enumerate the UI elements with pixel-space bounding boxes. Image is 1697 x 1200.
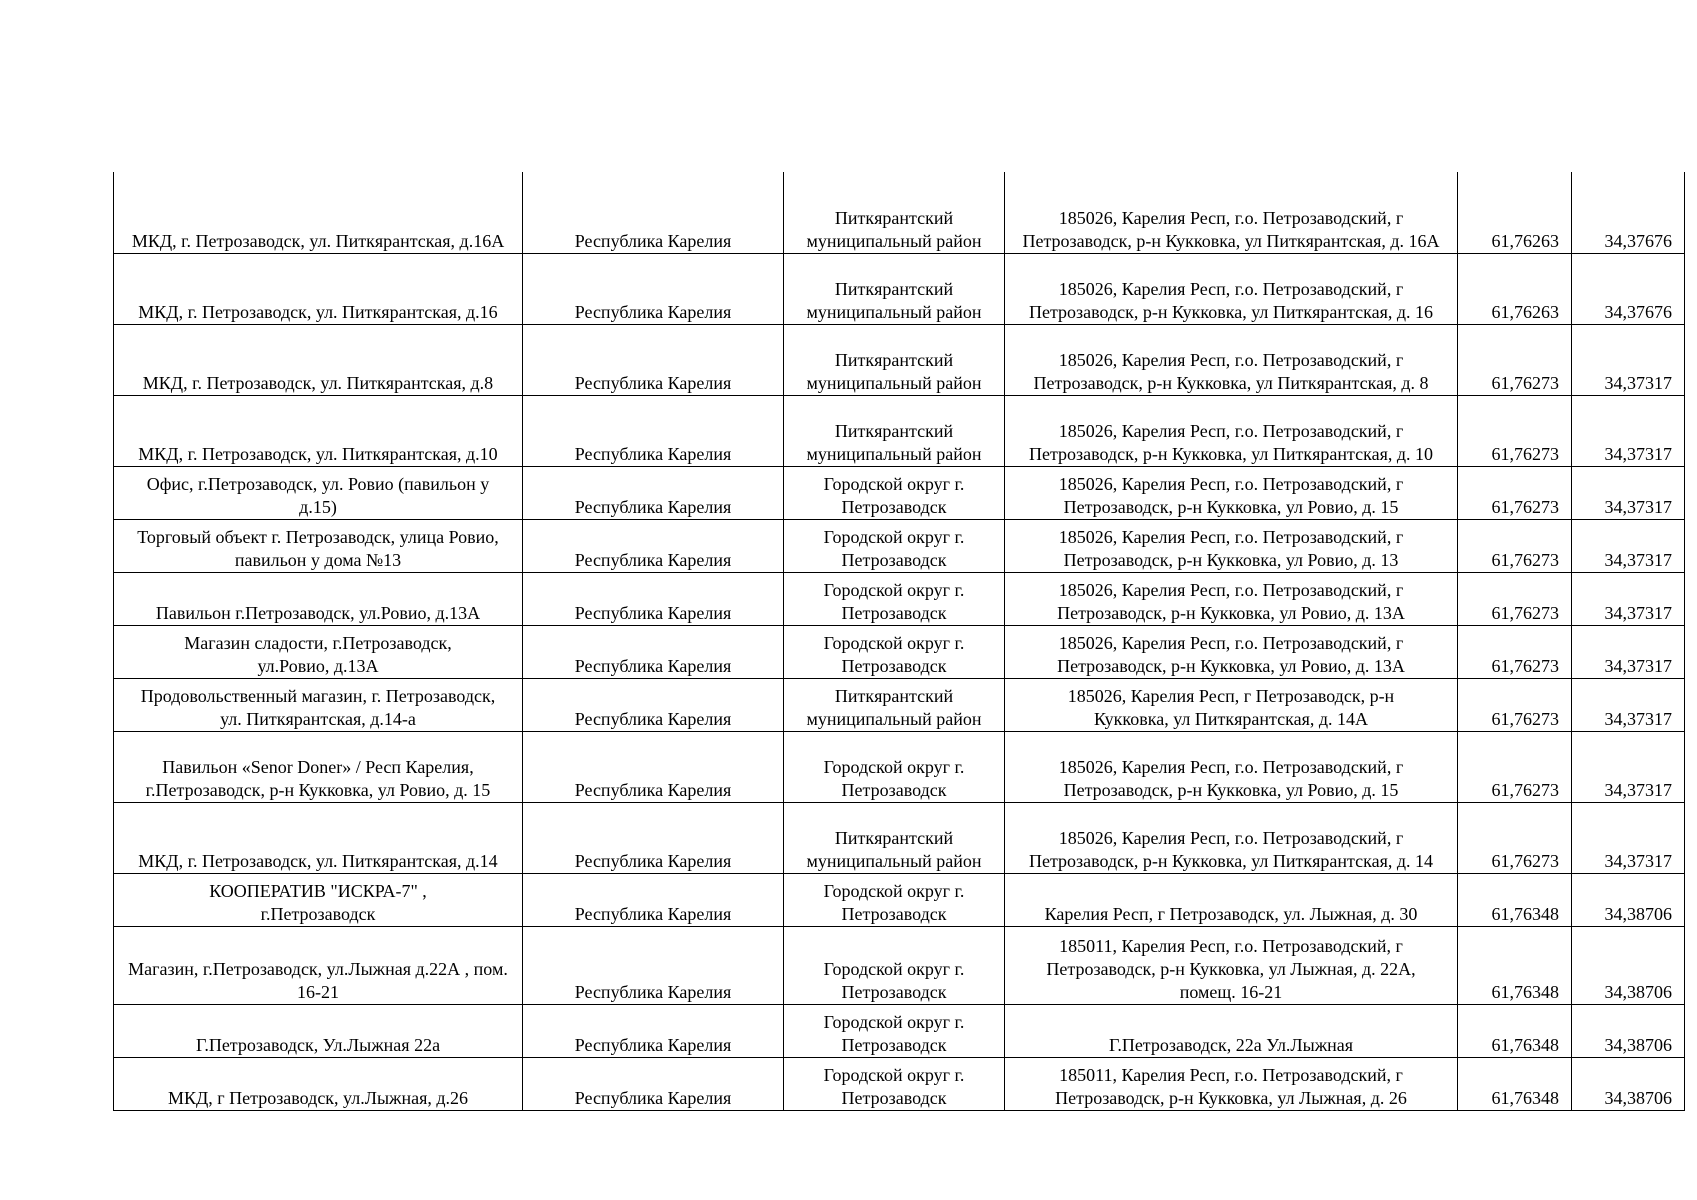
- latitude-cell: 61,76273: [1458, 324, 1572, 395]
- object-name-cell: МКД, г. Петрозаводск, ул. Питкярантская, д.10: [114, 395, 523, 466]
- object-name-cell: Магазин, г.Петрозаводск, ул.Лыжная д.22А , пом. 16-21: [114, 926, 523, 1004]
- region-cell: Республика Карелия: [523, 926, 784, 1004]
- municipality-cell: Питкярантский муниципальный район: [784, 172, 1005, 253]
- address-cell: 185026, Карелия Респ, г.о. Петрозаводский, г Петрозаводск, р-н Кукковка, ул Питкярантская, д. 16: [1005, 253, 1458, 324]
- longitude-cell: 34,37317: [1572, 395, 1685, 466]
- longitude-cell: 34,37317: [1572, 572, 1685, 625]
- address-cell: 185026, Карелия Респ, г.о. Петрозаводский, г Петрозаводск, р-н Кукковка, ул Питкярантская, д. 16А: [1005, 172, 1458, 253]
- address-cell: 185026, Карелия Респ, г.о. Петрозаводский, г Петрозаводск, р-н Кукковка, ул Ровио, д. 13А: [1005, 625, 1458, 678]
- table-row: [114, 1057, 1685, 1110]
- municipality-cell: Городской округ г. Петрозаводск: [784, 1004, 1005, 1057]
- object-name-cell: КООПЕРАТИВ "ИСКРА-7" , г.Петрозаводск: [114, 873, 523, 926]
- table-row: [114, 873, 1685, 926]
- region-cell: Республика Карелия: [523, 172, 784, 253]
- region-cell: Республика Карелия: [523, 731, 784, 802]
- table-row: [114, 731, 1685, 802]
- address-cell: 185026, Карелия Респ, г.о. Петрозаводский, г Петрозаводск, р-н Кукковка, ул Питкярантская, д. 10: [1005, 395, 1458, 466]
- table-row: [114, 519, 1685, 572]
- object-name-cell: Павильон «Senor Doner» / Респ Карелия, г.Петрозаводск, р-н Кукковка, ул Ровио, д. 15: [114, 731, 523, 802]
- municipality-cell: Городской округ г. Петрозаводск: [784, 1057, 1005, 1110]
- object-name-cell: Продовольственный магазин, г. Петрозаводск, ул. Питкярантская, д.14-а: [114, 678, 523, 731]
- municipality-cell: Питкярантский муниципальный район: [784, 324, 1005, 395]
- object-name-cell: Офис, г.Петрозаводск, ул. Ровио (павильон у д.15): [114, 466, 523, 519]
- address-cell: 185026, Карелия Респ, г.о. Петрозаводский, г Петрозаводск, р-н Кукковка, ул Питкярантская, д. 8: [1005, 324, 1458, 395]
- objects-table: [113, 172, 1685, 1111]
- latitude-cell: 61,76348: [1458, 926, 1572, 1004]
- table-row: [114, 395, 1685, 466]
- latitude-cell: 61,76273: [1458, 572, 1572, 625]
- municipality-cell: Питкярантский муниципальный район: [784, 253, 1005, 324]
- latitude-cell: 61,76273: [1458, 519, 1572, 572]
- region-cell: Республика Карелия: [523, 253, 784, 324]
- table-row: [114, 625, 1685, 678]
- longitude-cell: 34,37317: [1572, 519, 1685, 572]
- municipality-cell: Городской округ г. Петрозаводск: [784, 466, 1005, 519]
- municipality-cell: Городской округ г. Петрозаводск: [784, 625, 1005, 678]
- object-name-cell: МКД, г. Петрозаводск, ул. Питкярантская, д.16: [114, 253, 523, 324]
- table-row: [114, 678, 1685, 731]
- region-cell: Республика Карелия: [523, 802, 784, 873]
- longitude-cell: 34,37317: [1572, 625, 1685, 678]
- object-name-cell: МКД, г. Петрозаводск, ул. Питкярантская, д.16А: [114, 172, 523, 253]
- address-cell: 185026, Карелия Респ, г.о. Петрозаводский, г Петрозаводск, р-н Кукковка, ул Ровио, д. 13: [1005, 519, 1458, 572]
- municipality-cell: Питкярантский муниципальный район: [784, 678, 1005, 731]
- longitude-cell: 34,37317: [1572, 324, 1685, 395]
- latitude-cell: 61,76348: [1458, 1004, 1572, 1057]
- objects-table-body: [114, 172, 1685, 1110]
- object-name-cell: МКД, г. Петрозаводск, ул. Питкярантская, д.14: [114, 802, 523, 873]
- municipality-cell: Городской округ г. Петрозаводск: [784, 572, 1005, 625]
- municipality-cell: Городской округ г. Петрозаводск: [784, 519, 1005, 572]
- longitude-cell: 34,37317: [1572, 731, 1685, 802]
- object-name-cell: МКД, г Петрозаводск, ул.Лыжная, д.26: [114, 1057, 523, 1110]
- longitude-cell: 34,37676: [1572, 172, 1685, 253]
- region-cell: Республика Карелия: [523, 625, 784, 678]
- longitude-cell: 34,37676: [1572, 253, 1685, 324]
- longitude-cell: 34,37317: [1572, 802, 1685, 873]
- address-cell: 185026, Карелия Респ, г.о. Петрозаводский, г Петрозаводск, р-н Кукковка, ул Ровио, д. 15: [1005, 731, 1458, 802]
- address-cell: 185026, Карелия Респ, г.о. Петрозаводский, г Петрозаводск, р-н Кукковка, ул Ровио, д. 15: [1005, 466, 1458, 519]
- table-row: [114, 802, 1685, 873]
- region-cell: Республика Карелия: [523, 1057, 784, 1110]
- latitude-cell: 61,76273: [1458, 802, 1572, 873]
- table-row: [114, 466, 1685, 519]
- region-cell: Республика Карелия: [523, 678, 784, 731]
- region-cell: Республика Карелия: [523, 1004, 784, 1057]
- table-row: [114, 324, 1685, 395]
- region-cell: Республика Карелия: [523, 395, 784, 466]
- municipality-cell: Городской округ г. Петрозаводск: [784, 926, 1005, 1004]
- table-row: [114, 572, 1685, 625]
- address-cell: 185026, Карелия Респ, г Петрозаводск, р-н Кукковка, ул Питкярантская, д. 14А: [1005, 678, 1458, 731]
- latitude-cell: 61,76273: [1458, 678, 1572, 731]
- object-name-cell: Магазин сладости, г.Петрозаводск, ул.Ровио, д.13А: [114, 625, 523, 678]
- latitude-cell: 61,76263: [1458, 253, 1572, 324]
- address-cell: 185011, Карелия Респ, г.о. Петрозаводский, г Петрозаводск, р-н Кукковка, ул Лыжная, д. 22А, помещ. 16-21: [1005, 926, 1458, 1004]
- longitude-cell: 34,38706: [1572, 1057, 1685, 1110]
- latitude-cell: 61,76263: [1458, 172, 1572, 253]
- municipality-cell: Питкярантский муниципальный район: [784, 395, 1005, 466]
- region-cell: Республика Карелия: [523, 519, 784, 572]
- longitude-cell: 34,37317: [1572, 466, 1685, 519]
- longitude-cell: 34,38706: [1572, 873, 1685, 926]
- municipality-cell: Городской округ г. Петрозаводск: [784, 873, 1005, 926]
- address-cell: Г.Петрозаводск, 22а Ул.Лыжная: [1005, 1004, 1458, 1057]
- address-cell: 185026, Карелия Респ, г.о. Петрозаводский, г Петрозаводск, р-н Кукковка, ул Ровио, д. 13А: [1005, 572, 1458, 625]
- region-cell: Республика Карелия: [523, 324, 784, 395]
- address-cell: Карелия Респ, г Петрозаводск, ул. Лыжная, д. 30: [1005, 873, 1458, 926]
- table-row: [114, 253, 1685, 324]
- object-name-cell: Торговый объект г. Петрозаводск, улица Ровио, павильон у дома №13: [114, 519, 523, 572]
- table-row: [114, 172, 1685, 253]
- latitude-cell: 61,76273: [1458, 395, 1572, 466]
- table-row: [114, 926, 1685, 1004]
- longitude-cell: 34,37317: [1572, 678, 1685, 731]
- municipality-cell: Городской округ г. Петрозаводск: [784, 731, 1005, 802]
- longitude-cell: 34,38706: [1572, 1004, 1685, 1057]
- region-cell: Республика Карелия: [523, 572, 784, 625]
- latitude-cell: 61,76348: [1458, 1057, 1572, 1110]
- table-row: [114, 1004, 1685, 1057]
- address-cell: 185011, Карелия Респ, г.о. Петрозаводский, г Петрозаводск, р-н Кукковка, ул Лыжная, д. 26: [1005, 1057, 1458, 1110]
- region-cell: Республика Карелия: [523, 466, 784, 519]
- municipality-cell: Питкярантский муниципальный район: [784, 802, 1005, 873]
- latitude-cell: 61,76273: [1458, 625, 1572, 678]
- latitude-cell: 61,76273: [1458, 466, 1572, 519]
- address-cell: 185026, Карелия Респ, г.о. Петрозаводский, г Петрозаводск, р-н Кукковка, ул Питкярантская, д. 14: [1005, 802, 1458, 873]
- longitude-cell: 34,38706: [1572, 926, 1685, 1004]
- region-cell: Республика Карелия: [523, 873, 784, 926]
- latitude-cell: 61,76348: [1458, 873, 1572, 926]
- object-name-cell: Павильон г.Петрозаводск, ул.Ровио, д.13А: [114, 572, 523, 625]
- object-name-cell: Г.Петрозаводск, Ул.Лыжная 22а: [114, 1004, 523, 1057]
- object-name-cell: МКД, г. Петрозаводск, ул. Питкярантская, д.8: [114, 324, 523, 395]
- latitude-cell: 61,76273: [1458, 731, 1572, 802]
